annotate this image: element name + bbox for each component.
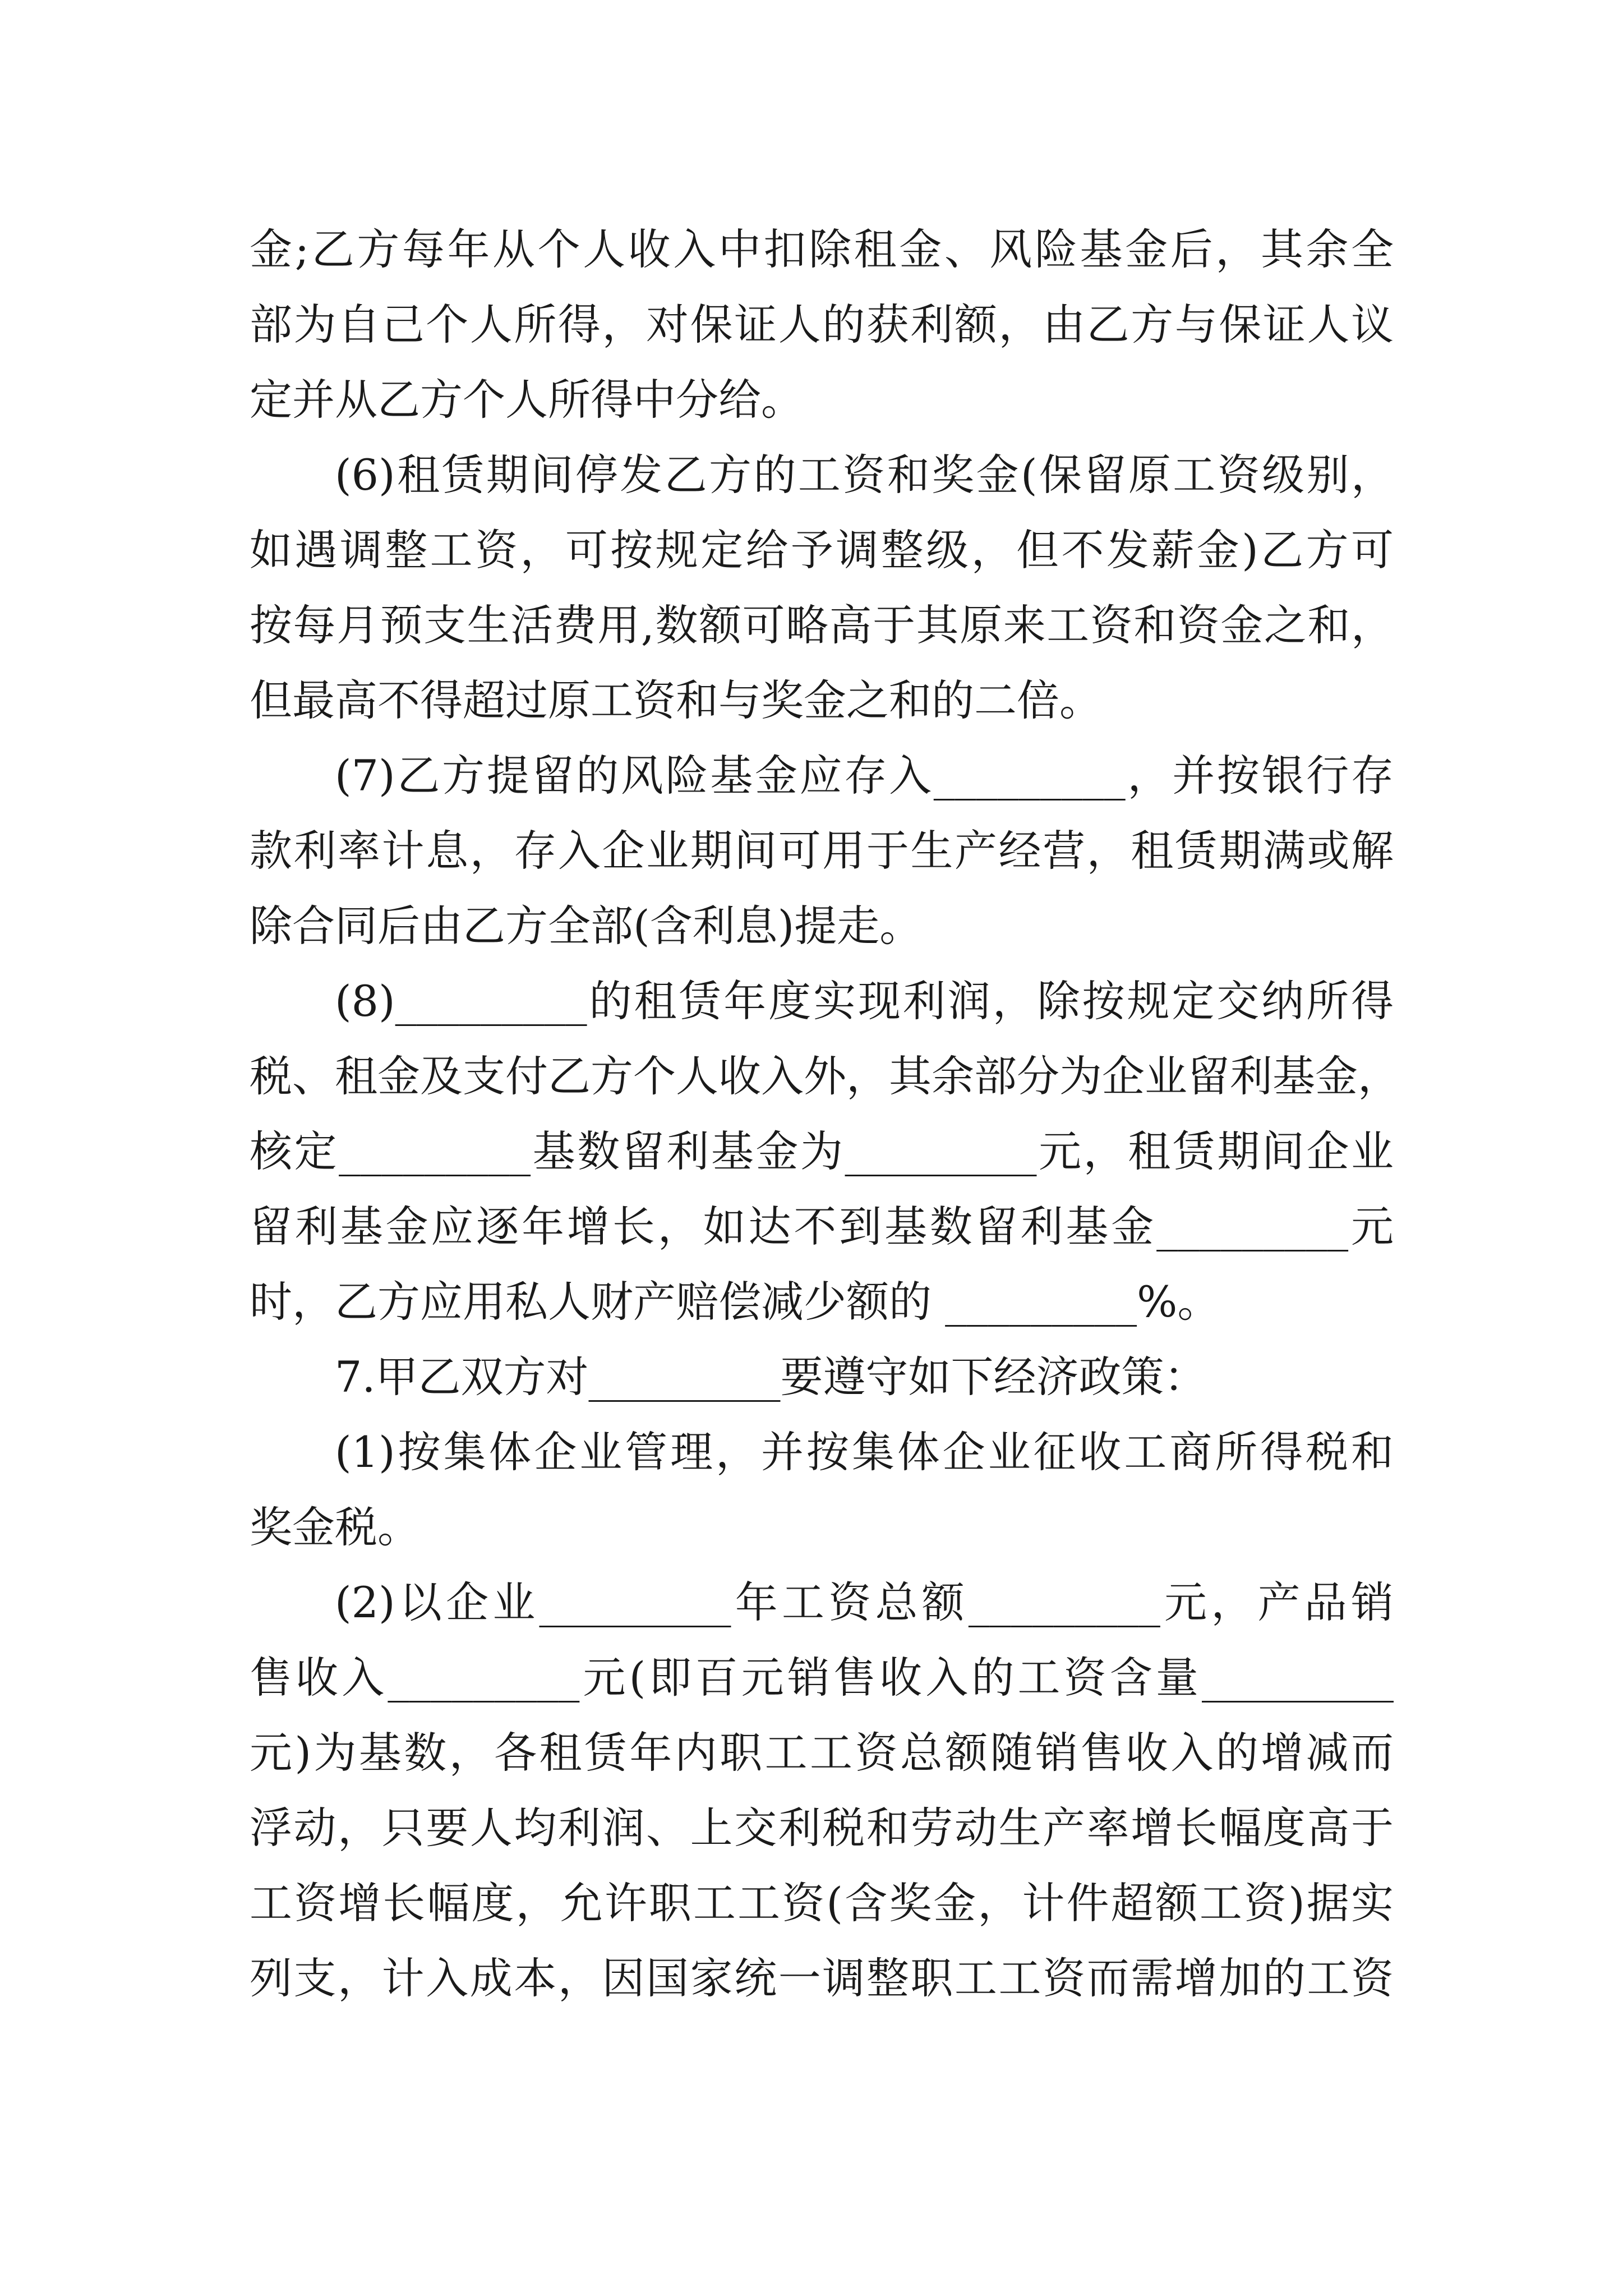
text-line: 部为自己个人所得，对保证人的获利额，由乙方与保证人议	[250, 300, 1394, 349]
text-line: 浮动，只要人均利润、上交利税和劳动生产率增长幅度高于	[250, 1803, 1394, 1853]
text-line: 留利基金应逐年增长，如达不到基数留利基金_________元	[250, 1202, 1394, 1251]
text-line: (7)乙方提留的风险基金应存入_________，并按银行存	[335, 751, 1394, 800]
text-line: 定并从乙方个人所得中分给。	[250, 375, 804, 425]
text-line: 元)为基数，各租赁年内职工工资总额随销售收入的增减而	[250, 1728, 1394, 1778]
text-line: (2)以企业_________年工资总额_________元，产品销	[335, 1577, 1394, 1627]
text-line: 工资增长幅度，允许职工工资(含奖金，计件超额工资)据实	[250, 1878, 1394, 1928]
text-line: 但最高不得超过原工资和与奖金之和的二倍。	[250, 675, 1102, 725]
text-line: 7.甲乙双方对_________要遵守如下经济政策：	[335, 1352, 1207, 1402]
text-line: 列支，计入成本，因国家统一调整职工工资而需增加的工资	[250, 1953, 1394, 2003]
text-line: (6)租赁期间停发乙方的工资和奖金(保留原工资级别，	[335, 450, 1394, 500]
text-line: (1)按集体企业管理，并按集体企业征收工商所得税和	[335, 1427, 1394, 1477]
text-line: 核定_________基数留利基金为_________元，租赁期间企业	[250, 1126, 1394, 1176]
text-line: 按每月预支生活费用,数额可略高于其原来工资和资金之和，	[250, 600, 1394, 650]
text-line: 奖金税。	[250, 1502, 420, 1552]
text-line: 金;乙方每年从个人收入中扣除租金、风险基金后，其余全	[250, 224, 1394, 274]
text-line: 税、租金及支付乙方个人收入外，其余部分为企业留利基金，	[250, 1051, 1400, 1101]
document-body	[250, 212, 1400, 2016]
text-line: 除合同后由乙方全部(含利息)提走。	[250, 901, 923, 951]
document-page	[250, 212, 1400, 2016]
text-line: 售收入_________元(即百元销售收入的工资含量_________	[250, 1653, 1394, 1703]
text-line: 款利率计息，存入企业期间可用于生产经营，租赁期满或解	[250, 826, 1394, 876]
text-line: 时，乙方应用私人财产赔偿减少额的 _________%。	[250, 1277, 1220, 1327]
text-line: (8)_________的租赁年度实现利润，除按规定交纳所得	[335, 976, 1394, 1026]
text-line: 如遇调整工资，可按规定给予调整级，但不发薪金)乙方可	[250, 525, 1394, 575]
